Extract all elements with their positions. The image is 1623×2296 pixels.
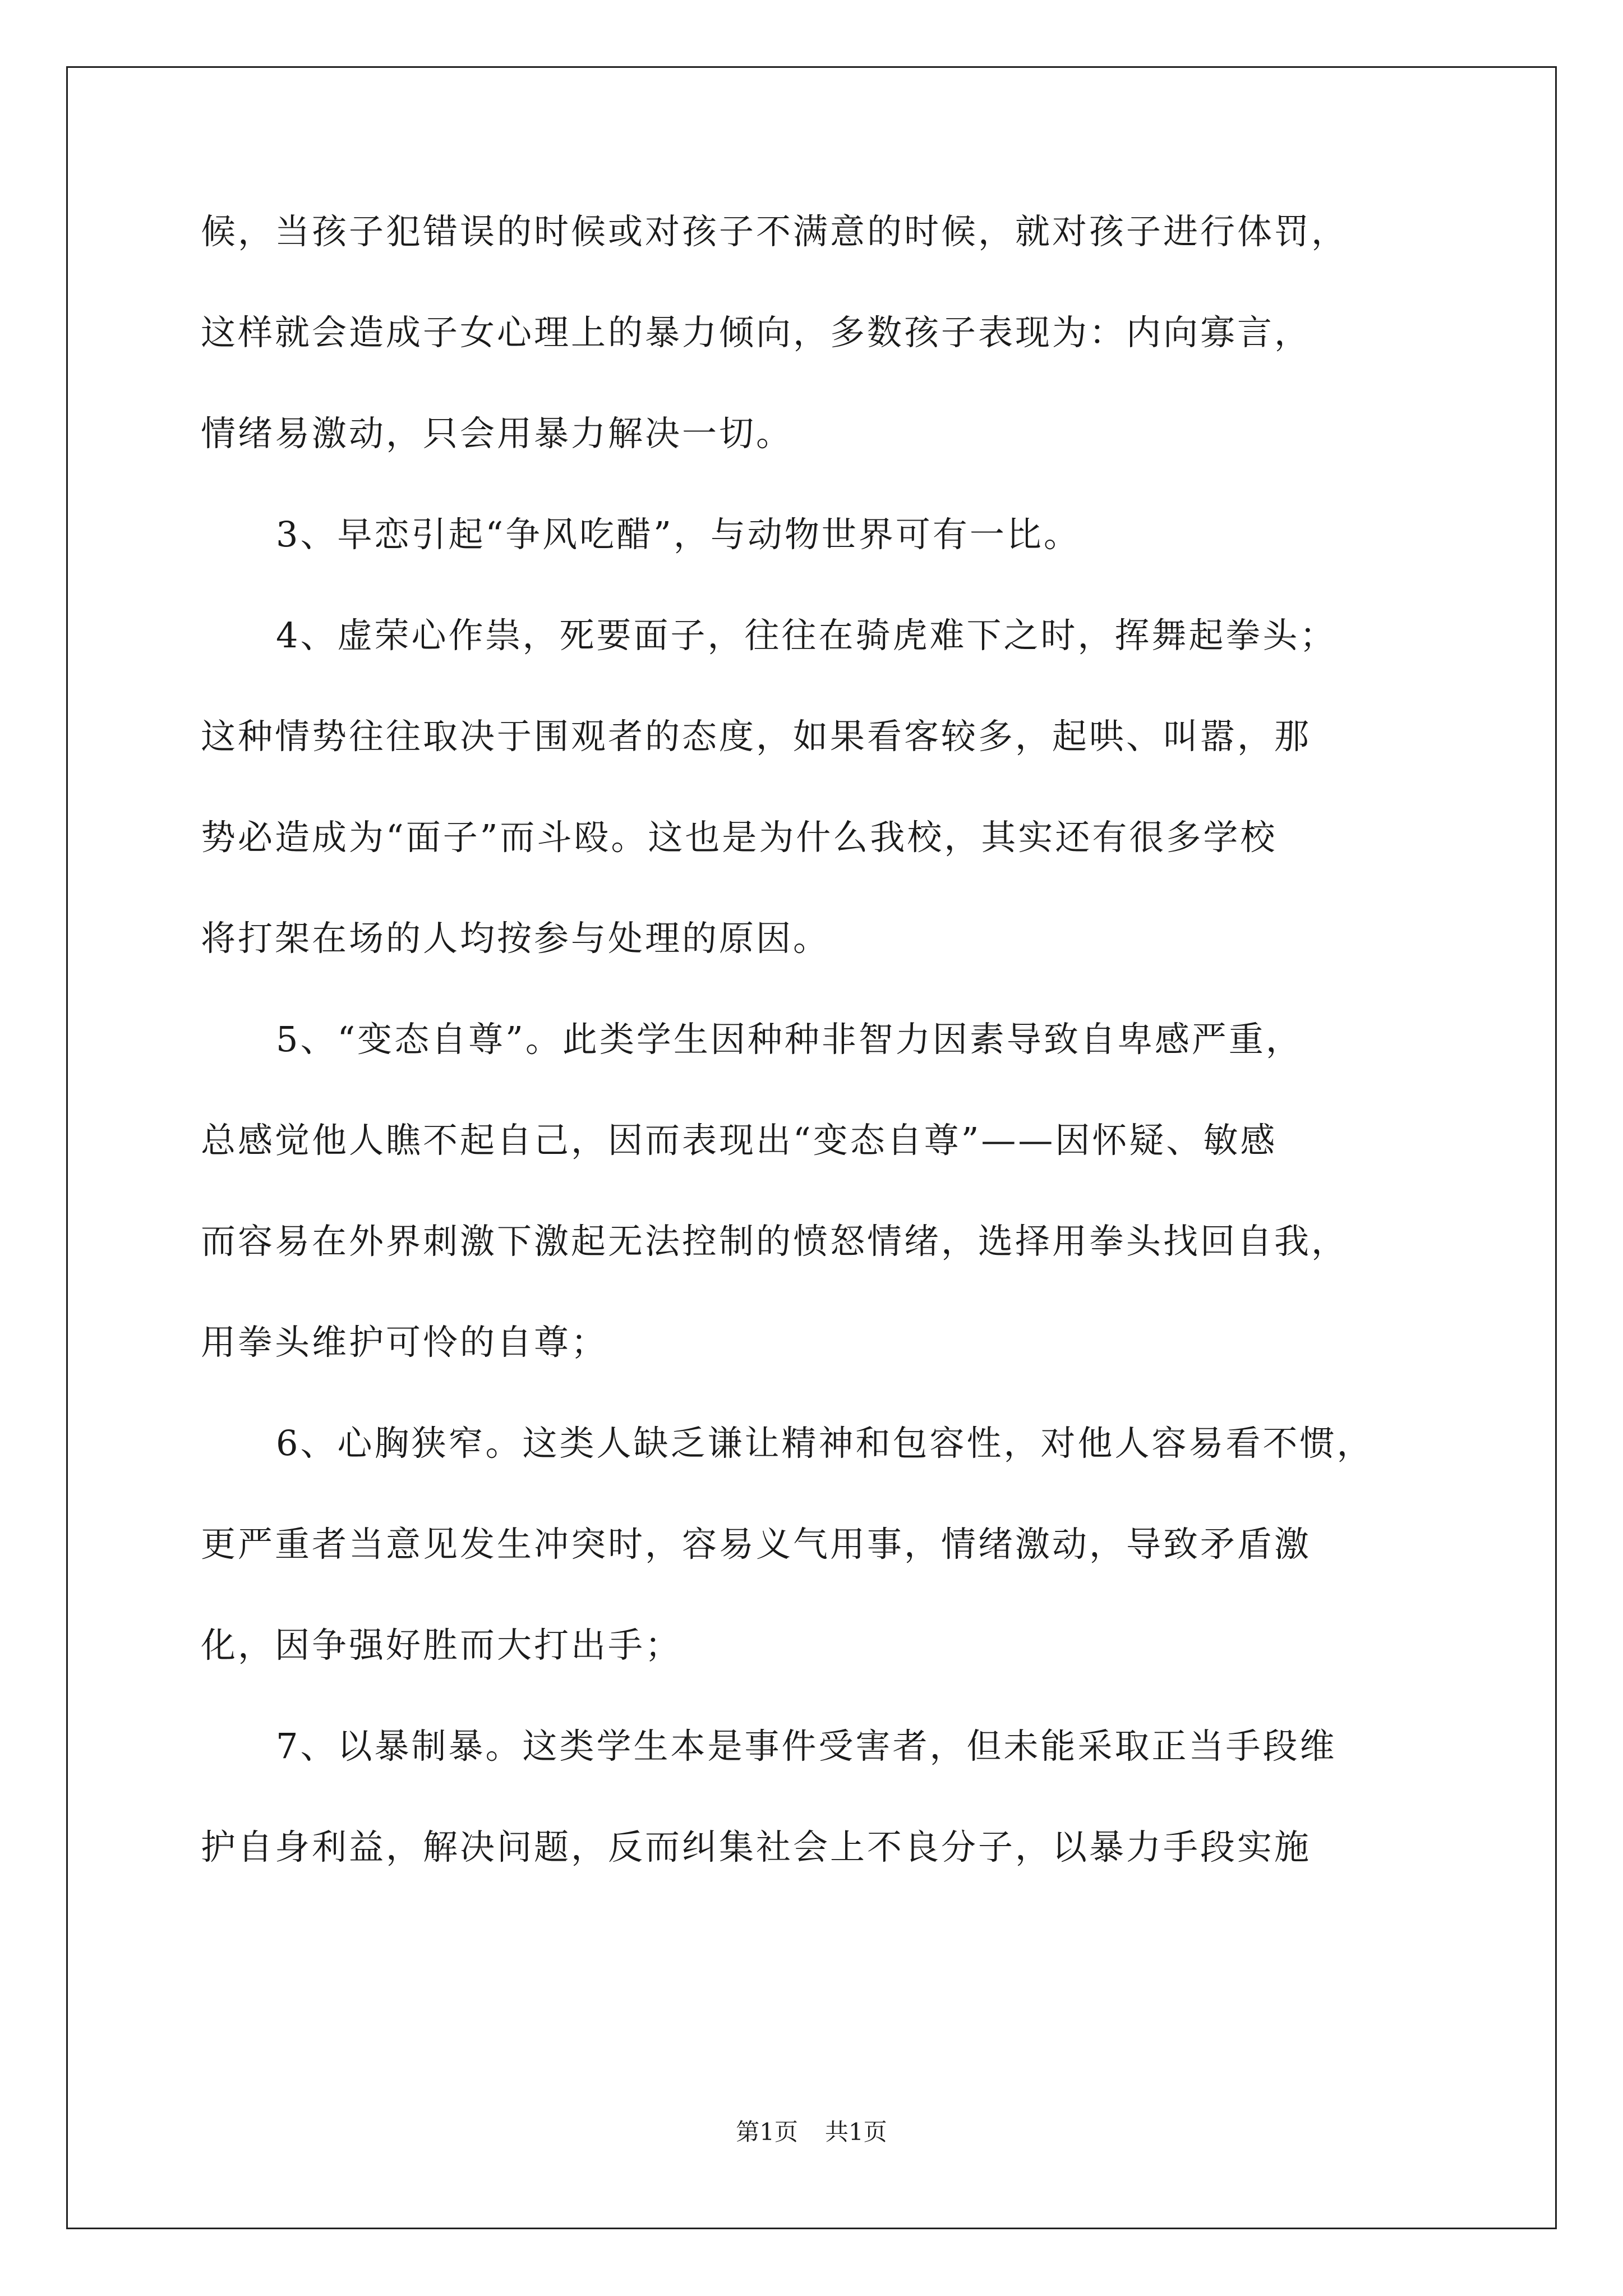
text-line: 4、虚荣心作祟，死要面子，往往在骑虎难下之时，挥舞起拳头； [276, 615, 1337, 656]
page-number: 第1页 [736, 2118, 798, 2146]
text-line: 总感觉他人瞧不起自己，因而表现出“变态自尊”——因怀疑、敏感 [201, 1120, 1278, 1161]
text-line: 这样就会造成子女心理上的暴力倾向，多数孩子表现为：内向寡言， [201, 312, 1312, 353]
text-line: 3、早恋引起“争风吃醋”，与动物世界可有一比。 [276, 514, 1081, 555]
text-line: 这种情势往往取决于围观者的态度，如果看客较多，起哄、叫嚣，那 [201, 716, 1312, 757]
text-line: 5、“变态自尊”。此类学生因种种非智力因素导致自卑感严重， [276, 1019, 1303, 1060]
page-footer [0, 2118, 1623, 2147]
page-total: 共1页 [825, 2118, 887, 2146]
text-line: 势必造成为“面子”而斗殴。这也是为什么我校，其实还有很多学校 [201, 817, 1278, 858]
text-line: 6、心胸狭窄。这类人缺乏谦让精神和包容性，对他人容易看不惯， [276, 1423, 1374, 1464]
text-line: 更严重者当意见发生冲突时，容易义气用事，情绪激动，导致矛盾激 [201, 1524, 1312, 1565]
text-line: 情绪易激动，只会用暴力解决一切。 [201, 413, 794, 454]
text-line: 而容易在外界刺激下激起无法控制的愤怒情绪，选择用拳头找回自我， [201, 1221, 1349, 1262]
text-line: 候，当孩子犯错误的时候或对孩子不满意的时候，就对孩子进行体罚， [201, 211, 1349, 252]
text-line: 护自身利益，解决问题，反而纠集社会上不良分子，以暴力手段实施 [201, 1826, 1312, 1867]
text-line: 将打架在场的人均按参与处理的原因。 [201, 918, 831, 959]
text-line: 7、以暴制暴。这类学生本是事件受害者，但未能采取正当手段维 [276, 1726, 1337, 1766]
text-line: 用拳头维护可怜的自尊； [201, 1322, 608, 1363]
text-line: 化，因争强好胜而大打出手； [201, 1625, 683, 1665]
